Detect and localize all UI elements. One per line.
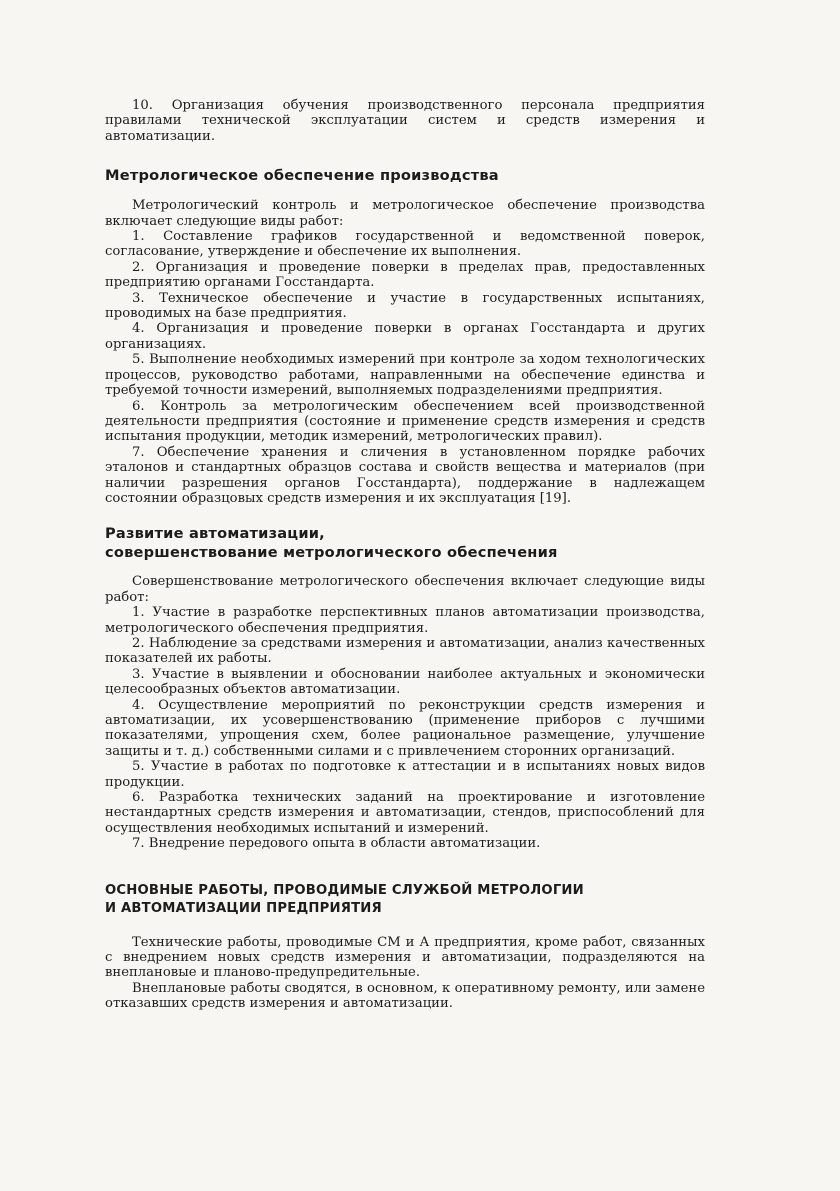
- list-item: 3. Техническое обеспечение и участие в государственных испытаниях, проводимых на базе предприятия.: [105, 290, 705, 322]
- list-item: 2. Организация и проведение поверки в пределах прав, предоставленных предприятию органами Госстандарта.: [105, 259, 705, 291]
- list-item: 5. Участие в работах по подготовке к аттестации и в испытаниях новых видов продукции.: [105, 759, 705, 790]
- heading-line: И АВТОМАТИЗАЦИИ ПРЕДПРИЯТИЯ: [105, 900, 382, 916]
- work-list: [105, 229, 705, 506]
- list-item: 4. Осуществление мероприятий по реконструкции средств измерения и автоматизации, их усовершенствованию (применение приборов с лучшими показателями, упрощения схем, более рациональное размещение, улучшение защиты и т. д.) собственными силами и с привлечением сторонних организаций.: [105, 697, 705, 759]
- section-metrology-support: [105, 166, 705, 506]
- list-item: 4. Организация и проведение поверки в органах Госстандарта и других организациях.: [105, 321, 705, 352]
- list-item: 6. Разработка технических заданий на проектирование и изготовление нестандартных средств измерения и автоматизации, стендов, приспособлений для осуществления необходимых испытаний и измерений.: [105, 790, 705, 836]
- list-item: 1. Составление графиков государственной и ведомственной поверок, согласование, утверждение и обеспечение их выполнения.: [105, 229, 705, 260]
- list-item: 3. Участие в выявлении и обосновании наиболее актуальных и экономически целесообразных объектов автоматизации.: [105, 666, 705, 698]
- heading-line: совершенствование метрологического обеспечения: [105, 544, 558, 562]
- list-item: 6. Контроль за метрологическим обеспечением всей производственной деятельности предприятия (состояние и применение средств измерения и средств испытания продукции, методик измерений, метрологических правил).: [105, 398, 705, 445]
- intro-list-item: 10. Организация обучения производственного персонала предприятия правилами технической эксплуатации систем и средств измерения и автоматизации.: [105, 98, 705, 144]
- heading-line: ОСНОВНЫЕ РАБОТЫ, ПРОВОДИМЫЕ СЛУЖБОЙ МЕТРОЛОГИИ: [105, 882, 584, 898]
- list-item: 5. Выполнение необходимых измерений при контроле за ходом технологических процессов, руководство работами, направленными на обеспечение единства и требуемой точности измерений, выполняемых подразделениями предприятия.: [105, 352, 705, 399]
- heading-line: Метрологическое обеспечение производства: [105, 167, 499, 185]
- work-list: [105, 605, 705, 852]
- section-automation-development: [105, 524, 705, 851]
- section-lead: Совершенствование метрологического обеспечения включает следующие виды работ:: [105, 574, 705, 605]
- list-item: 2. Наблюдение за средствами измерения и автоматизации, анализ качественных показателей их работы.: [105, 635, 705, 667]
- body-paragraph: Внеплановые работы сводятся, в основном, к оперативному ремонту, или замене отказавших средств измерения и автоматизации.: [105, 980, 705, 1012]
- body-paragraph: Технические работы, проводимые СМ и А предприятия, кроме работ, связанных с внедрением новых средств измерения и автоматизации, подразделяются на внеплановые и планово-предупредительные.: [105, 934, 705, 981]
- list-item: 7. Внедрение передового опыта в области автоматизации.: [132, 836, 541, 852]
- page-content: [105, 98, 705, 1012]
- list-item: 7. Обеспечение хранения и сличения в установленном порядке рабочих эталонов и стандартных образцов состава и свойств вещества и материалов (при наличии разрешения органов Госстандарта), поддержание в надлежащем состоянии образцовых средств измерения и их эксплуатация [19].: [105, 444, 705, 506]
- section-heading: [105, 524, 705, 562]
- section-main-works: [105, 882, 705, 1012]
- list-item: 1. Участие в разработке перспективных планов автоматизации производства, метрологического обеспечения предприятия.: [105, 605, 705, 636]
- section-lead: Метрологический контроль и метрологическое обеспечение производства включает следующие виды работ:: [105, 198, 705, 229]
- section-heading: [105, 882, 705, 918]
- section-heading: [105, 166, 705, 185]
- heading-line: Развитие автоматизации,: [105, 525, 325, 543]
